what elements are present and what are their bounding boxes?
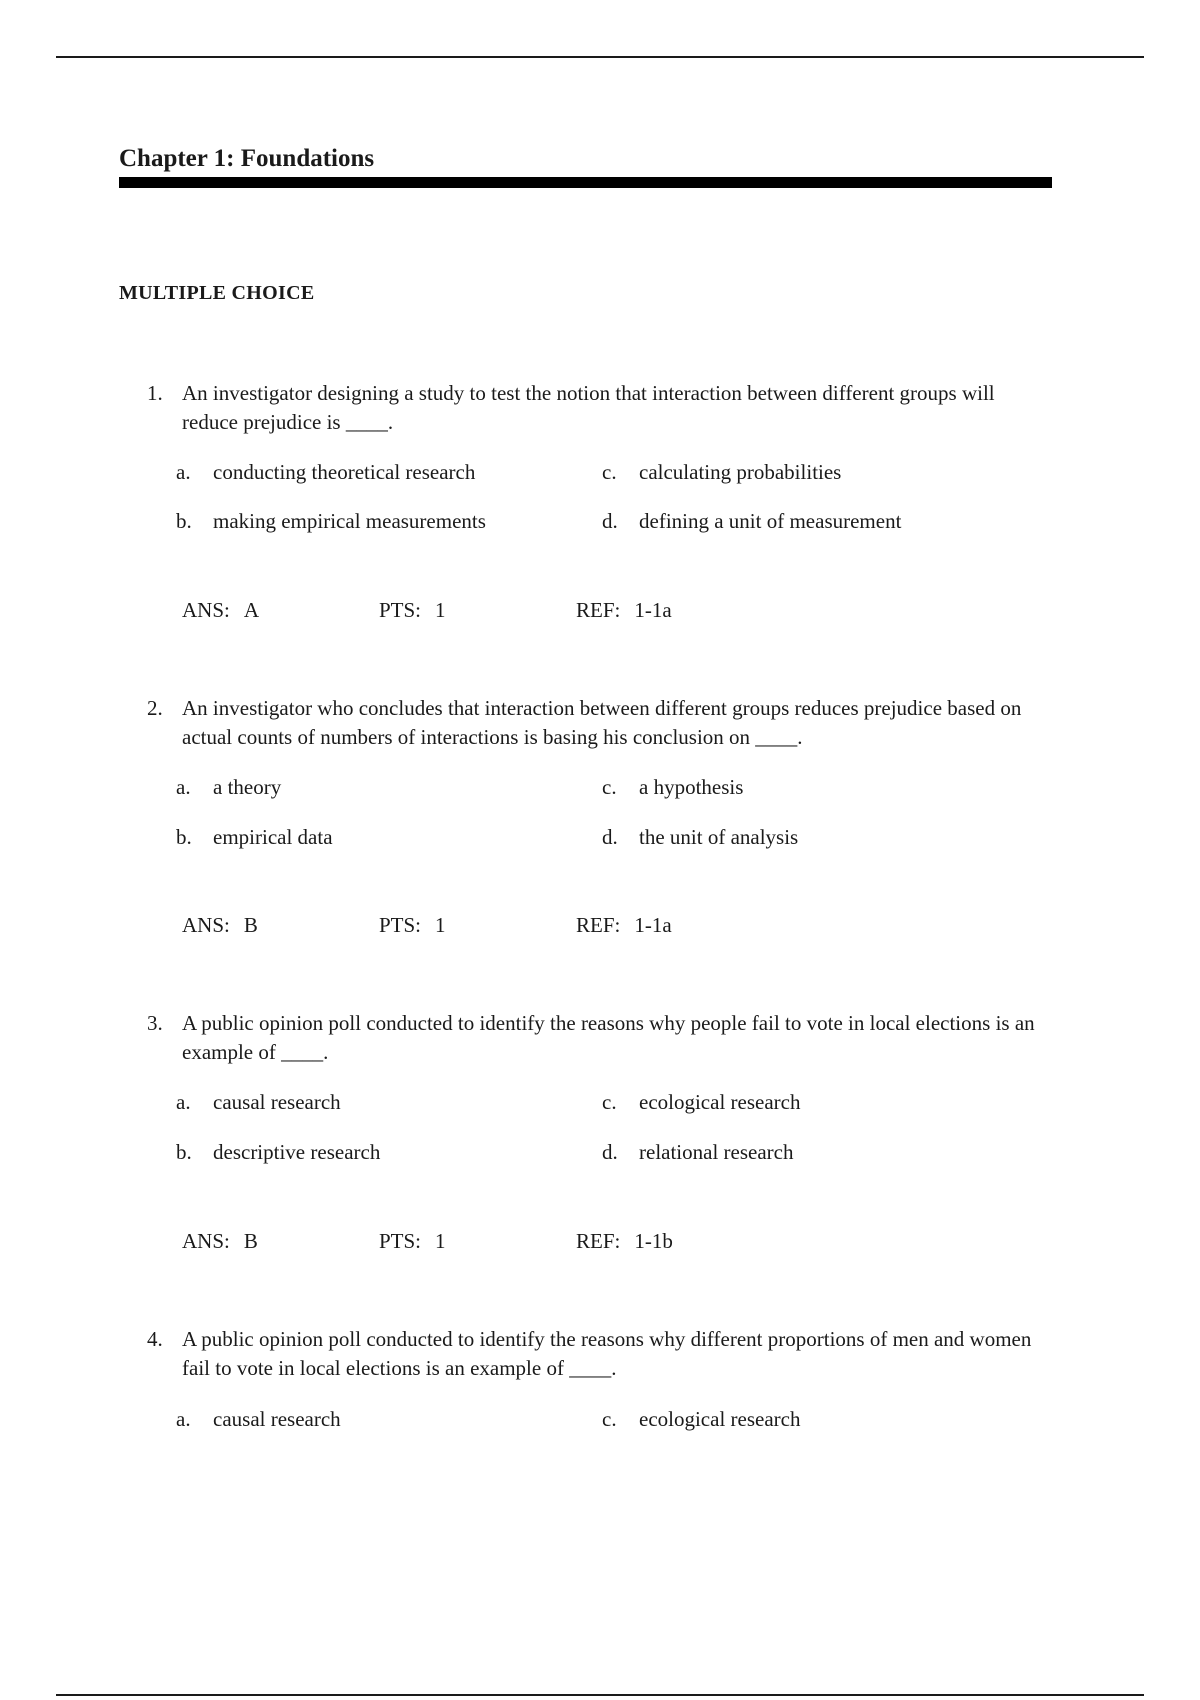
answer-value: A bbox=[243, 598, 260, 622]
option-text: empirical data bbox=[213, 825, 333, 849]
question-text: An investigator designing a study to test the notion that interaction between different groups will reduce prejudice is ____. bbox=[182, 381, 995, 434]
top-rule bbox=[56, 56, 1144, 58]
bottom-rule bbox=[56, 1694, 1144, 1696]
points-field bbox=[379, 597, 446, 623]
option-text: the unit of analysis bbox=[639, 825, 799, 849]
points-label: PTS: bbox=[379, 598, 422, 622]
answer-label: ANS: bbox=[182, 598, 230, 622]
question-number: 2. bbox=[147, 696, 163, 720]
option-text: calculating probabilities bbox=[639, 460, 842, 484]
answer-field bbox=[182, 597, 259, 623]
option-letter: b. bbox=[176, 825, 192, 849]
reference-value: 1-1b bbox=[634, 1229, 673, 1253]
answer-label: ANS: bbox=[182, 913, 230, 937]
points-label: PTS: bbox=[379, 1229, 422, 1253]
answer-label: ANS: bbox=[182, 1229, 230, 1253]
question-text: A public opinion poll conducted to identify the reasons why people fail to vote in local elections is an example of ____. bbox=[182, 1011, 1035, 1064]
answer-field bbox=[182, 912, 258, 938]
question-number: 3. bbox=[147, 1011, 163, 1035]
reference-label: REF: bbox=[576, 1229, 621, 1253]
reference-field bbox=[576, 912, 672, 938]
option-text: conducting theoretical research bbox=[213, 460, 476, 484]
option-letter: d. bbox=[602, 825, 618, 849]
answer-value: B bbox=[243, 1229, 258, 1253]
option-letter: c. bbox=[602, 1407, 617, 1431]
option-text: ecological research bbox=[639, 1090, 801, 1114]
option-text: a hypothesis bbox=[639, 775, 744, 799]
chapter-title-bar bbox=[119, 177, 1052, 188]
reference-value: 1-1a bbox=[634, 913, 672, 937]
reference-value: 1-1a bbox=[634, 598, 672, 622]
answer-field bbox=[182, 1228, 258, 1254]
question-text: An investigator who concludes that interaction between different groups reduces prejudice based on actual counts of numbers of interactions is basing his conclusion on ____. bbox=[182, 696, 1022, 749]
points-value: 1 bbox=[435, 913, 446, 937]
question-text: A public opinion poll conducted to identify the reasons why different proportions of men and women fail to vote in local elections is an example of ____. bbox=[182, 1327, 1032, 1380]
option-letter: c. bbox=[602, 775, 617, 799]
option-text: ecological research bbox=[639, 1407, 801, 1431]
option-letter: c. bbox=[602, 460, 617, 484]
option-text: making empirical measurements bbox=[213, 509, 486, 533]
option-text: causal research bbox=[213, 1407, 341, 1431]
answer-value: B bbox=[243, 913, 258, 937]
points-value: 1 bbox=[435, 1229, 446, 1253]
points-field bbox=[379, 1228, 446, 1254]
reference-label: REF: bbox=[576, 598, 621, 622]
option-text: relational research bbox=[639, 1140, 794, 1164]
chapter-title: Chapter 1: Foundations bbox=[119, 145, 375, 172]
question-number: 1. bbox=[147, 381, 163, 405]
points-value: 1 bbox=[435, 598, 446, 622]
points-field bbox=[379, 912, 446, 938]
option-letter: d. bbox=[602, 509, 618, 533]
option-letter: a. bbox=[176, 1407, 191, 1431]
option-letter: a. bbox=[176, 775, 191, 799]
option-letter: c. bbox=[602, 1090, 617, 1114]
option-letter: b. bbox=[176, 509, 192, 533]
question-number: 4. bbox=[147, 1327, 163, 1351]
option-letter: a. bbox=[176, 1090, 191, 1114]
option-text: defining a unit of measurement bbox=[639, 509, 902, 533]
option-letter: a. bbox=[176, 460, 191, 484]
section-heading: MULTIPLE CHOICE bbox=[119, 282, 315, 304]
reference-field bbox=[576, 1228, 673, 1254]
option-text: a theory bbox=[213, 775, 282, 799]
option-text: descriptive research bbox=[213, 1140, 381, 1164]
points-label: PTS: bbox=[379, 913, 422, 937]
reference-label: REF: bbox=[576, 913, 621, 937]
option-letter: d. bbox=[602, 1140, 618, 1164]
option-letter: b. bbox=[176, 1140, 192, 1164]
reference-field bbox=[576, 597, 672, 623]
option-text: causal research bbox=[213, 1090, 341, 1114]
